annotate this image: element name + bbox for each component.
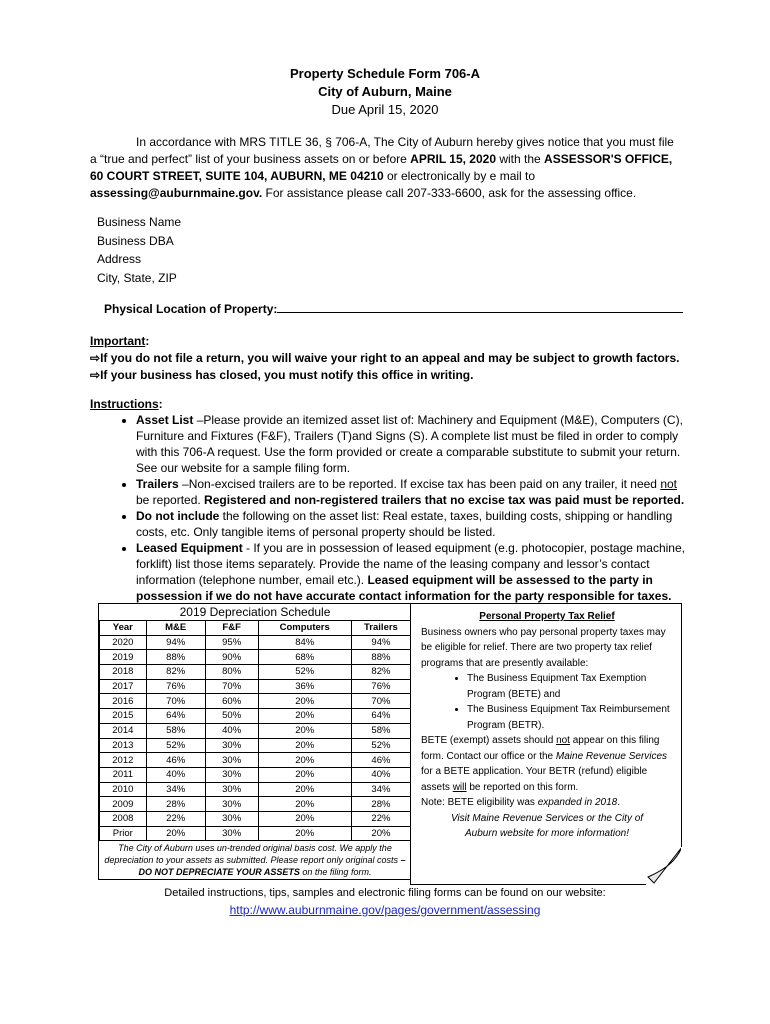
table-cell: 34% <box>351 782 410 797</box>
leased-equipment-title: Leased Equipment <box>136 541 243 555</box>
bete-paragraph <box>421 733 673 795</box>
table-cell: 30% <box>205 797 258 812</box>
table-cell: 2020 <box>100 635 147 650</box>
important-colon: : <box>145 334 150 348</box>
trailers-text-2: be reported. <box>136 493 205 507</box>
list-item <box>136 412 685 476</box>
physical-location-field[interactable] <box>277 301 683 313</box>
table-cell: 36% <box>258 679 351 694</box>
table-cell: 82% <box>146 665 205 680</box>
list-item: • The Business Equipment Tax Exemption Program (BETE) and <box>467 671 673 702</box>
table-row <box>100 694 411 709</box>
table-cell: 52% <box>258 665 351 680</box>
table-row <box>100 665 411 680</box>
table-row <box>100 811 411 826</box>
trailers-bold: Registered and non-registered trailers that no excise tax was paid must be reported. <box>204 493 685 507</box>
table-cell: 20% <box>258 694 351 709</box>
table-cell: 30% <box>205 811 258 826</box>
table-cell: 2010 <box>100 782 147 797</box>
column-header: Year <box>100 621 147 636</box>
table-cell: 20% <box>258 826 351 841</box>
instructions-section <box>90 396 685 604</box>
table-cell: 68% <box>258 650 351 665</box>
notice-text-2: with the <box>496 152 545 166</box>
table-cell: 22% <box>146 811 205 826</box>
column-header: Trailers <box>351 621 410 636</box>
note-bold: – DO NOT DEPRECIATE YOUR ASSETS <box>138 855 406 878</box>
leased-equipment-text: - If you are in possession of leased equipment (e.g. photocopier, postage machine, forklift) list those items separately. Provide the name of the leasing company and lessor’s contact information (telephone number, email etc.). <box>136 541 685 587</box>
note-b: expanded in 2018 <box>537 797 618 808</box>
tax-relief-box <box>410 603 682 885</box>
bete-text-a: BETE (exempt) assets should <box>421 735 557 746</box>
due-date: Due April 15, 2020 <box>331 102 439 117</box>
table-cell: 88% <box>351 650 410 665</box>
business-dba-label: Business DBA <box>97 234 174 248</box>
list-item <box>136 476 685 508</box>
table-cell: 40% <box>205 723 258 738</box>
column-header: Computers <box>258 621 351 636</box>
table-cell: 20% <box>258 797 351 812</box>
table-row <box>100 679 411 694</box>
notice-office: ASSESSOR'S OFFICE, 60 COURT STREET, SUITE 104, AUBURN, ME 04210 <box>90 152 673 183</box>
trailers-not: not <box>660 477 677 491</box>
table-cell: 34% <box>146 782 205 797</box>
table-cell: 58% <box>146 723 205 738</box>
table-cell: 2012 <box>100 753 147 768</box>
table-row <box>100 723 411 738</box>
footer-link-row <box>0 903 770 917</box>
trailers-title: Trailers <box>136 477 179 491</box>
table-cell: 52% <box>146 738 205 753</box>
table-cell: 2008 <box>100 811 147 826</box>
table-cell: 46% <box>146 753 205 768</box>
asset-list-text: –Please provide an itemized asset list of: Machinery and Equipment (M&E), Computers (C), Furniture and Fixtures (F&F), Trailers (T)and Signs (S). A complete list must be filed in order to comply with this 706-A request. Use the form provided or create a comparable substitute to submit your return. See our website for a sample filing form. <box>136 413 683 475</box>
instructions-list <box>90 412 685 604</box>
instructions-heading: Instructions <box>90 397 159 411</box>
bete-text-b: appear on this filing form. Contact our office or the <box>421 735 660 762</box>
table-cell: 20% <box>258 723 351 738</box>
table-cell: 64% <box>146 709 205 724</box>
table-cell: 70% <box>205 679 258 694</box>
table-cell: 50% <box>205 709 258 724</box>
important-line-2: If your business has closed, you must notify this office in writing. <box>100 368 474 382</box>
relief-program-list <box>421 671 673 733</box>
table-cell: 40% <box>351 767 410 782</box>
arrow-icon: ⇨ <box>90 368 101 382</box>
table-cell: 90% <box>205 650 258 665</box>
table-cell: 2009 <box>100 797 147 812</box>
table-cell: 20% <box>258 738 351 753</box>
tax-relief-title: Personal Property Tax Relief <box>479 611 615 622</box>
table-cell: 60% <box>205 694 258 709</box>
arrow-icon: ⇨ <box>90 351 101 365</box>
table-cell: 2015 <box>100 709 147 724</box>
trailers-text-1: –Non-excised trailers are to be reported. If excise tax has been paid on any trailer, it need <box>178 477 661 491</box>
table-cell: 30% <box>205 753 258 768</box>
depreciation-rows <box>100 635 411 841</box>
table-cell: 94% <box>146 635 205 650</box>
table-row <box>100 826 411 841</box>
notice-paragraph <box>90 134 682 202</box>
bete-will: will <box>452 781 467 793</box>
table-cell: 95% <box>205 635 258 650</box>
instructions-colon: : <box>158 397 163 411</box>
table-cell: 20% <box>258 753 351 768</box>
table-row <box>100 650 411 665</box>
physical-location-row <box>104 301 683 316</box>
table-header-row <box>100 621 411 636</box>
table-cell: 30% <box>205 826 258 841</box>
table-row <box>100 738 411 753</box>
column-header: F&F <box>205 621 258 636</box>
table-cell: 58% <box>351 723 410 738</box>
table-cell: 94% <box>351 635 410 650</box>
table-cell: Prior <box>100 826 147 841</box>
table-cell: 20% <box>258 782 351 797</box>
do-not-include-title: Do not include <box>136 509 220 523</box>
bete-text-d: be reported on this form. <box>466 781 579 793</box>
table-cell: 30% <box>205 738 258 753</box>
table-cell: 70% <box>146 694 205 709</box>
leased-equipment-bold: Leased equipment will be assessed to the party in possession if we do not have accurate contact information for the party responsible for taxes. <box>136 573 672 603</box>
table-cell: 30% <box>205 782 258 797</box>
visit-note: Visit Maine Revenue Services or the City of Auburn website for more information! <box>450 812 644 839</box>
table-cell: 2016 <box>100 694 147 709</box>
tax-relief-intro: Business owners who pay personal property taxes may be eligible for relief. There are two property tax relief programs that are presently available: <box>421 626 666 669</box>
table-cell: 2014 <box>100 723 147 738</box>
form-title: Property Schedule Form 706-A <box>290 66 480 81</box>
table-cell: 2019 <box>100 650 147 665</box>
table-cell: 20% <box>258 811 351 826</box>
table-row <box>100 753 411 768</box>
bete-text-c: for a BETE application. Your BETR (refund) eligible assets <box>421 766 648 793</box>
table-row <box>100 635 411 650</box>
depreciation-caption: 2019 Depreciation Schedule <box>179 605 331 619</box>
note-a: Note: BETE eligibility was <box>421 797 538 808</box>
table-cell: 22% <box>351 811 410 826</box>
business-name-label: Business Name <box>97 215 182 229</box>
note-text-2: on the filing form. <box>299 867 372 878</box>
depreciation-note <box>99 841 411 879</box>
list-item <box>136 508 685 540</box>
table-cell: 40% <box>146 767 205 782</box>
table-cell: 64% <box>351 709 410 724</box>
address-label: Address <box>97 252 142 266</box>
notice-text-3: or electronically by e mail to <box>383 169 536 183</box>
notice-text-4: For assistance please call 207-333-6600, ask for the assessing office. <box>262 186 637 200</box>
important-line-1: If you do not file a return, you will waive your right to an appeal and may be subject to growth factors. <box>100 351 680 365</box>
table-row <box>100 782 411 797</box>
table-cell: 28% <box>351 797 410 812</box>
table-cell: 84% <box>258 635 351 650</box>
note-c: . <box>617 797 621 808</box>
column-header: M&E <box>146 621 205 636</box>
bete-note <box>421 795 673 811</box>
table-cell: 2011 <box>100 767 147 782</box>
table-cell: 88% <box>146 650 205 665</box>
list-item <box>136 540 685 604</box>
table-cell: 76% <box>146 679 205 694</box>
notice-text-1: In accordance with MRS TITLE 36, § 706-A, The City of Auburn hereby gives notice that you must file a “true and perfect” list of your business assets on or before <box>90 135 674 166</box>
table-cell: 52% <box>351 738 410 753</box>
footer-text: Detailed instructions, tips, samples and electronic filing forms can be found on our website: <box>164 887 606 899</box>
city-state-zip-label: City, State, ZIP <box>97 271 177 285</box>
physical-location-label: Physical Location of Property: <box>104 302 278 316</box>
table-row <box>100 797 411 812</box>
city-title: City of Auburn, Maine <box>318 84 452 99</box>
table-cell: 2017 <box>100 679 147 694</box>
table-row <box>100 709 411 724</box>
table-cell: 80% <box>205 665 258 680</box>
do-not-include-text: the following on the asset list: Real estate, taxes, building costs, shipping or handling costs, etc. Only tangible items of personal property should be listed. <box>136 509 673 539</box>
table-cell: 30% <box>205 767 258 782</box>
table-cell: 70% <box>351 694 410 709</box>
table-cell: 20% <box>146 826 205 841</box>
important-section <box>90 333 690 384</box>
table-cell: 82% <box>351 665 410 680</box>
table-cell: 76% <box>351 679 410 694</box>
table-row <box>100 767 411 782</box>
table-cell: 2013 <box>100 738 147 753</box>
assessing-website-link[interactable]: http://www.auburnmaine.gov/pages/government/assessing <box>229 903 541 917</box>
table-cell: 46% <box>351 753 410 768</box>
notice-date: APRIL 15, 2020 <box>410 152 496 166</box>
page-curl-icon <box>646 847 682 885</box>
notice-email: assessing@auburnmaine.gov. <box>90 186 263 200</box>
table-cell: 20% <box>351 826 410 841</box>
list-item: • The Business Equipment Tax Reimbursement Program (BETR). <box>467 702 673 733</box>
table-cell: 20% <box>258 767 351 782</box>
important-heading: Important <box>90 334 146 348</box>
depreciation-table <box>99 620 411 841</box>
depreciation-schedule <box>98 603 412 880</box>
table-cell: 2018 <box>100 665 147 680</box>
note-text-1: The City of Auburn uses un-trended original basis cost. We apply the depreciation to your assets as submitted. Please report only original costs <box>104 843 401 866</box>
asset-list-title: Asset List <box>136 413 194 427</box>
bete-not: not <box>556 735 570 746</box>
table-cell: 28% <box>146 797 205 812</box>
table-cell: 20% <box>258 709 351 724</box>
maine-revenue-services: Maine Revenue Services <box>555 750 668 762</box>
